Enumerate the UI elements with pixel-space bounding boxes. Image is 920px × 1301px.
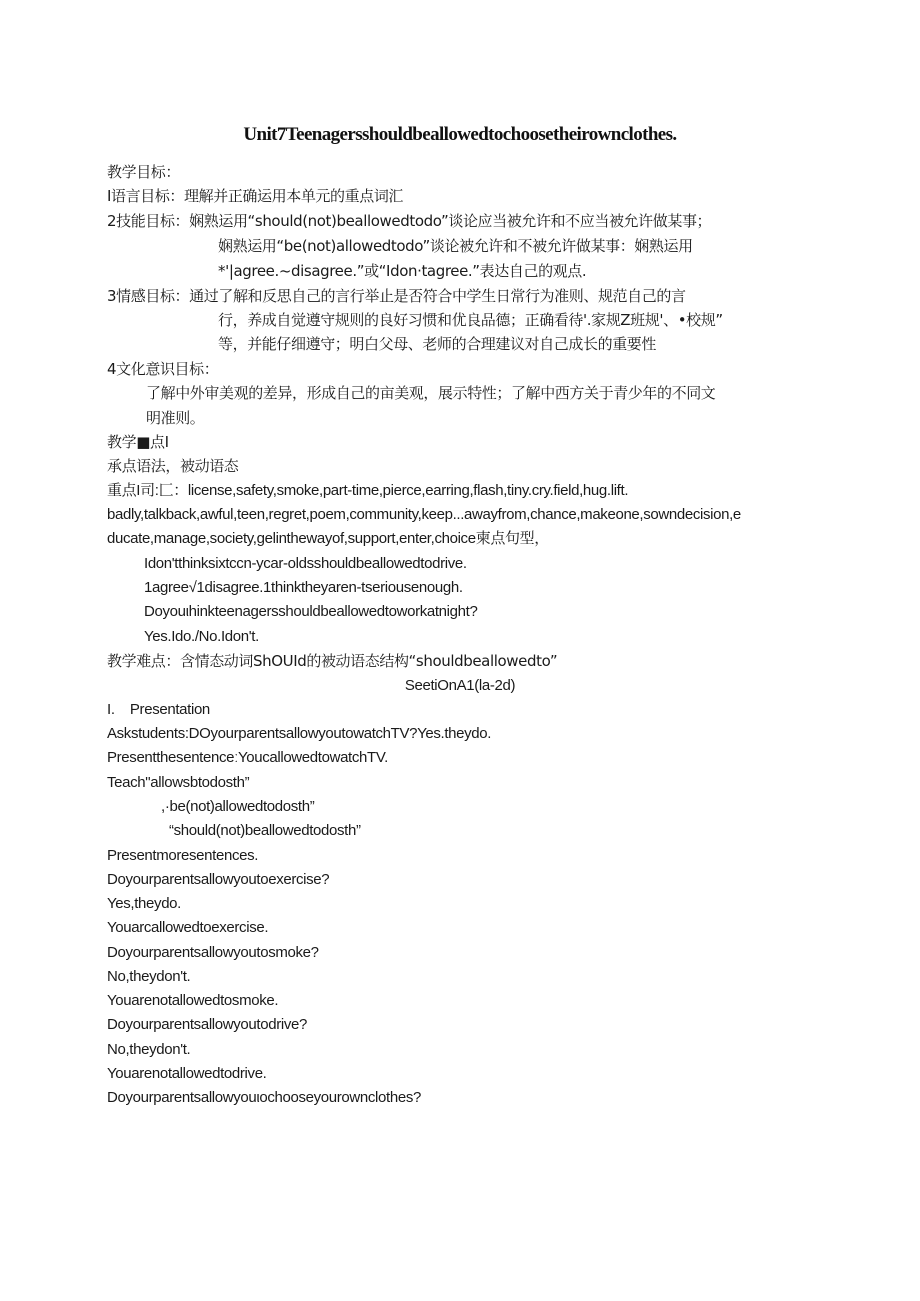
body-line-13: Doyourparentsallowyoutodrive?: [107, 1016, 307, 1033]
difficult-points: 教学难点：含情态动词ShOUId的被动语态结构“shouldbeallowedto”: [107, 652, 558, 670]
presentation-heading: I. Presentation: [107, 701, 210, 718]
emotion-goal-cont-1: 行，养成自觉遵守规则的良好习惯和优良品德；正确看待'.家规Z班规'、•校规”: [218, 311, 723, 329]
body-line-7: Doyourparentsallowyoutoexercise?: [107, 871, 330, 888]
teaching-goals-heading: 教学目标：: [107, 163, 181, 181]
key-grammar: 承点语法，被动语态: [107, 457, 239, 475]
skill-goal-cont-1: 娴熟运用“be(not)allowedtodo”谈论被允许和不被允许做某事：娴熟运用: [218, 237, 693, 255]
body-line-16: Doyourparentsallowyouιochooseyourownclothes?: [107, 1089, 421, 1106]
body-line-15: Youarenotallowedtodrive.: [107, 1065, 267, 1082]
key-sentence-1: Idon'tthinksixtccn-ycar-oldsshouldbeallowedtodrive.: [144, 555, 467, 572]
body-line-6: Presentmoresentences.: [107, 847, 259, 864]
body-line-2: PresentthesentenceːYoucallowedtowatchTV.: [107, 749, 388, 766]
key-points-heading: 教学■点I: [107, 433, 169, 451]
body-line-1: Askstudents:DOyourparentsallowyoutowatchTV?Yes.theydo.: [107, 725, 492, 742]
body-line-5: “should(not)beallowedtodosth”: [169, 822, 361, 839]
body-line-4: ,·be(not)allowedtodosth”: [161, 798, 315, 815]
key-vocabulary-cont-2: ducate,manage,society,gelinthewayof,support,enter,choice柬点句型，: [107, 530, 549, 547]
body-line-9: Youarcallowedtoexercise.: [107, 919, 269, 936]
skill-goal-cont-2: *'|agree.~disagree.”或“Idon·tagree.”表达自己的观点.: [218, 262, 587, 280]
skill-goal: 2技能目标：娴熟运用“should(not)beallowedtodo”谈论应当被允许和不应当被允许做某事；: [107, 212, 712, 230]
body-line-3: Teach"allowsbtodosth”: [107, 774, 250, 791]
culture-goal-cont-1: 了解中外审美观的差异，形成自己的亩美观，展示特性；了解中西方关于青少年的不同文: [146, 384, 716, 402]
key-sentence-3: Doyouιhinkteenagersshouldbeallowedtoworkatnight?: [144, 603, 478, 620]
body-line-10: Doyourparentsallowyoutosmoke?: [107, 944, 319, 961]
body-line-8: Yes,theydo.: [107, 895, 181, 912]
key-vocabulary: 重点I司:匚：license,safety,smoke,part-time,pierce,earring,flash,tiny.cry.field,hug.lift.: [107, 482, 629, 499]
body-line-12: Youarenotallowedtosmoke.: [107, 992, 279, 1009]
body-line-14: No,theydon't.: [107, 1041, 191, 1058]
document-title: Unit7Teenagersshouldbeallowedtochoosetheirownclothes.: [243, 124, 677, 145]
culture-goal: 4文化意识目标：: [107, 360, 219, 378]
culture-goal-cont-2: 明准则。: [146, 409, 205, 427]
key-sentence-4: Yes.Ido./No.Idon't.: [144, 628, 259, 645]
emotion-goal-cont-2: 等，并能仔细遵守；明白父母、老师的合理建议对自己成长的重要性: [218, 335, 657, 353]
language-goal: I语言目标：理解并正确运用本单元的重点词汇: [107, 187, 404, 205]
body-line-11: No,theydon't.: [107, 968, 191, 985]
key-sentence-2: 1agree√1disagree.1thinktheyaren-tseriousenough.: [144, 579, 463, 596]
key-vocabulary-cont-1: badly,talkback,awful,teen,regret,poem,community,keep...awayfrom,chance,makeone,sowndecision,e: [107, 506, 741, 523]
section-heading: SeetiOnA1(la-2d): [404, 677, 516, 694]
emotion-goal: 3情感目标：通过了解和反思自己的言行举止是否符合中学生日常行为准则、规范自己的言: [107, 287, 686, 305]
